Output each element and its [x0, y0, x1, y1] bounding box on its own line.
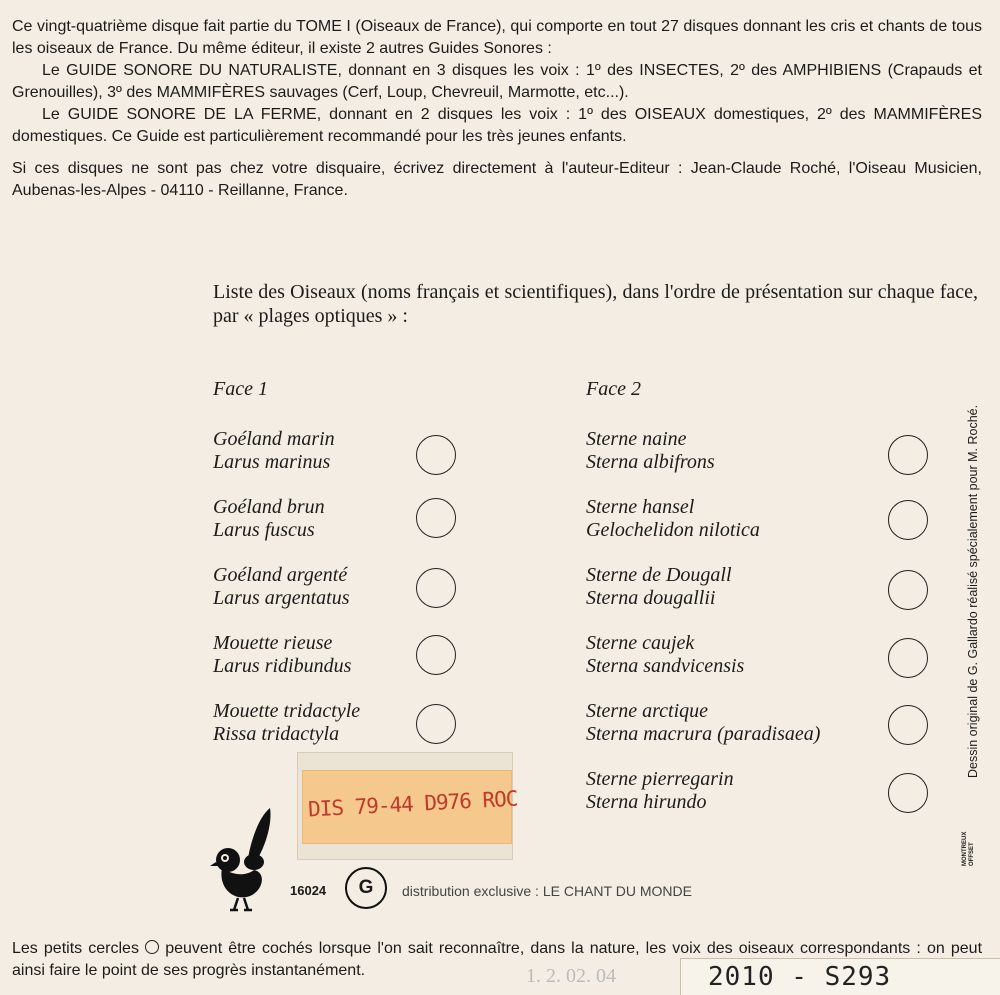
bird-scientific-name: Sterna macrura (paradisaea): [586, 723, 821, 745]
face1-checkbox-3[interactable]: [416, 568, 456, 608]
face2-bird-4: [586, 632, 744, 678]
face1-checkbox-5[interactable]: [416, 704, 456, 744]
printer-mark: [962, 828, 976, 866]
bird-scientific-name: Sterna dougallii: [586, 587, 716, 609]
printer-label: MONTREUX OFFSET: [962, 831, 975, 866]
intro-text: [12, 16, 982, 148]
g-mark-badge: G: [345, 867, 387, 909]
face2-bird-5: [586, 700, 820, 746]
face2-checkbox-6[interactable]: [888, 773, 928, 813]
bird-scientific-name: Larus marinus: [213, 451, 331, 473]
bird-french-name: Goéland argenté: [213, 564, 348, 586]
circle-symbol-icon: [145, 940, 159, 954]
face2-bird-3: [586, 564, 732, 610]
bird-scientific-name: Sterna albifrons: [586, 451, 715, 473]
bird-french-name: Goéland marin: [213, 428, 335, 450]
face2-checkbox-5[interactable]: [888, 705, 928, 745]
bird-french-name: Sterne hansel: [586, 496, 695, 518]
bird-scientific-name: Larus ridibundus: [213, 655, 352, 677]
bird-scientific-name: Larus fuscus: [213, 519, 315, 541]
footer-text-end: peuvent être cochés lorsque l'on sait reconnaître, dans la nature, les voix des oiseaux correspondants : on peut ainsi faire le point de ses progrès instantanément.: [12, 940, 983, 979]
intro-paragraph-tome: Ce vingt-quatrième disque fait partie du TOME I (Oiseaux de France), qui comporte en tout 27 disques donnant les cris et chants de tous les oiseaux de France. Du même éditeur, il existe 2 autres Guides Sonores :: [12, 18, 982, 57]
bird-scientific-name: Gelochelidon nilotica: [586, 519, 760, 541]
face1-bird-2: [213, 496, 325, 542]
face1-checkbox-4[interactable]: [416, 635, 456, 675]
bird-gramophone-logo-icon: [208, 806, 280, 916]
bird-scientific-name: Sterna hirundo: [586, 791, 707, 813]
face1-bird-3: [213, 564, 350, 610]
bird-french-name: Goéland brun: [213, 496, 325, 518]
bird-scientific-name: Rissa tridactyla: [213, 723, 340, 745]
face1-bird-5: [213, 700, 360, 746]
bird-scientific-name: Larus argentatus: [213, 587, 350, 609]
bird-french-name: Sterne naine: [586, 428, 687, 450]
face1-bird-1: [213, 428, 335, 474]
bird-list-intro: Liste des Oiseaux (noms français et scientifiques), dans l'ordre de présentation sur chaque face, par « plages optiques » :: [213, 281, 978, 327]
face1-bird-4: [213, 632, 351, 678]
bird-french-name: Sterne pierregarin: [586, 768, 734, 790]
pencil-date-mark: 1. 2. 02. 04: [526, 965, 616, 987]
illustration-credit: Dessin original de G. Gallardo réalisé spécialement pour M. Roché.: [966, 404, 980, 778]
face2-bird-6: [586, 768, 734, 814]
bird-french-name: Sterne arctique: [586, 700, 709, 722]
face1-checkbox-2[interactable]: [416, 498, 456, 538]
face2-bird-1: [586, 428, 715, 474]
distribution-text: distribution exclusive : LE CHANT DU MONDE: [402, 883, 692, 899]
intro-paragraph-naturaliste: Le GUIDE SONORE DU NATURALISTE, donnant en 3 disques les voix : 1º des INSECTES, 2º des AMPHIBIENS (Crapauds et Grenouilles), 3º des MAMMIFÈRES sauvages (Cerf, Loup, Chevreuil, Marmotte, etc...).: [12, 62, 982, 101]
face2-checkbox-3[interactable]: [888, 570, 928, 610]
bird-french-name: Sterne de Dougall: [586, 564, 732, 586]
intro-paragraph-ferme: Le GUIDE SONORE DE LA FERME, donnant en 2 disques les voix : 1º des OISEAUX domestiques, 2º des MAMMIFÈRES domestiques. Ce Guide est particulièrement recommandé pour les très jeunes enfants.: [12, 106, 982, 145]
call-number-label: DIS 79-44 D976 ROC: [307, 786, 519, 822]
face2-checkbox-2[interactable]: [888, 500, 928, 540]
bird-french-name: Mouette tridactyle: [213, 700, 361, 722]
face1-checkbox-1[interactable]: [416, 435, 456, 475]
face2-bird-2: [586, 496, 760, 542]
bird-french-name: Sterne caujek: [586, 632, 695, 654]
contact-paragraph: Si ces disques ne sont pas chez votre disquaire, écrivez directement à l'auteur-Editeur : Jean-Claude Roché, l'Oiseau Musicien, Aubenas-les-Alpes - 04110 - Reillanne, France.: [12, 160, 982, 199]
bird-scientific-name: Sterna sandvicensis: [586, 655, 745, 677]
face2-title: Face 2: [586, 378, 641, 400]
face1-title: Face 1: [213, 378, 268, 400]
catalog-number: 16024: [290, 883, 327, 898]
bird-french-name: Mouette rieuse: [213, 632, 333, 654]
archive-number: 2010 - S293: [708, 962, 892, 992]
footer-text-start: Les petits cercles: [12, 940, 139, 957]
face2-checkbox-1[interactable]: [888, 435, 928, 475]
face2-checkbox-4[interactable]: [888, 638, 928, 678]
